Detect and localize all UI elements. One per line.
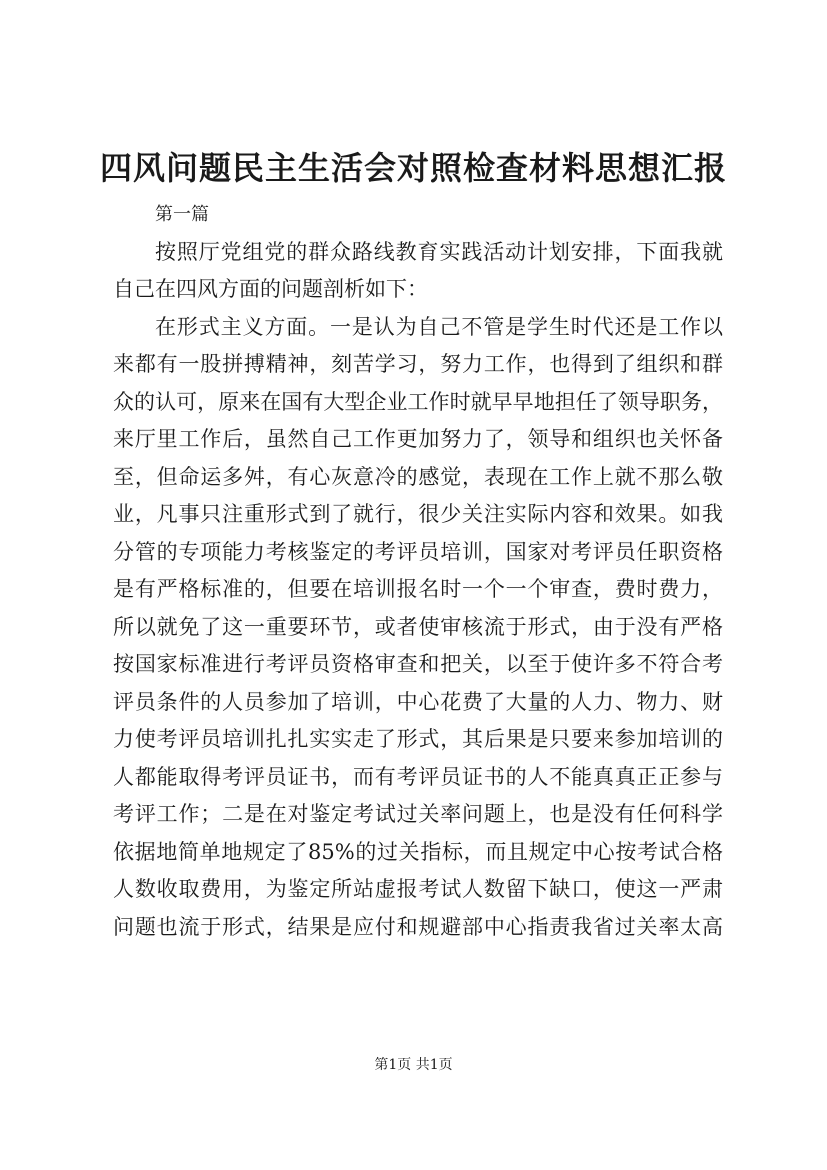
paragraph-line: 业，凡事只注重形式到了就行，很少关注实际内容和效果。如我 [113, 502, 723, 526]
paragraph-line: 按照厅党组党的群众路线教育实践活动计划安排，下面我就 [155, 239, 723, 264]
paragraph-line: 自己在四风方面的问题剖析如下： [113, 277, 428, 301]
document-body [113, 196, 723, 946]
paragraph-line: 至，但命运多舛，有心灰意冷的感觉，表现在工作上就不那么敬 [113, 464, 723, 489]
paragraph-line: 考评工作；二是在对鉴定考试过关率问题上，也是没有任何科学 [113, 802, 723, 826]
paragraph-line: 是有严格标准的，但要在培训报名时一个一个审查，费时费力， [113, 577, 723, 601]
section-heading: 第一篇 [155, 204, 209, 225]
paragraph-line: 按国家标准进行考评员资格审查和把关，以至于使许多不符合考 [113, 652, 723, 676]
paragraph-line: 问题也流于形式，结果是应付和规避部中心指责我省过关率太高 [113, 914, 723, 939]
paragraph-line: 评员条件的人员参加了培训，中心花费了大量的人力、物力、财 [113, 689, 723, 714]
page-footer: 第1页 共1页 [374, 1057, 453, 1073]
paragraph-line: 所以就免了这一重要环节，或者使审核流于形式，由于没有严格 [113, 614, 723, 639]
paragraph-line: 人都能取得考评员证书，而有考评员证书的人不能真真正正参与 [113, 764, 723, 789]
document-title: 四风问题民主生活会对照检查材料思想汇报 [99, 149, 727, 187]
paragraph-line: 依据地简单地规定了85%的过关指标，而且规定中心按考试合格 [113, 839, 723, 864]
paragraph-line: 众的认可，原来在国有大型企业工作时就早早地担任了领导职务， [113, 389, 723, 414]
paragraph-line: 来厅里工作后，虽然自己工作更加努力了，领导和组织也关怀备 [113, 427, 723, 451]
paragraph-line: 力使考评员培训扎扎实实走了形式，其后果是只要来参加培训的 [113, 727, 723, 751]
paragraph-line: 分管的专项能力考核鉴定的考评员培训，国家对考评员任职资格 [113, 539, 723, 564]
paragraph-line: 在形式主义方面。一是认为自己不管是学生时代还是工作以 [155, 314, 723, 339]
paragraph-line: 人数收取费用，为鉴定所站虚报考试人数留下缺口，使这一严肃 [113, 877, 723, 901]
paragraph-line: 来都有一股拼搏精神，刻苦学习，努力工作，也得到了组织和群 [113, 352, 723, 376]
